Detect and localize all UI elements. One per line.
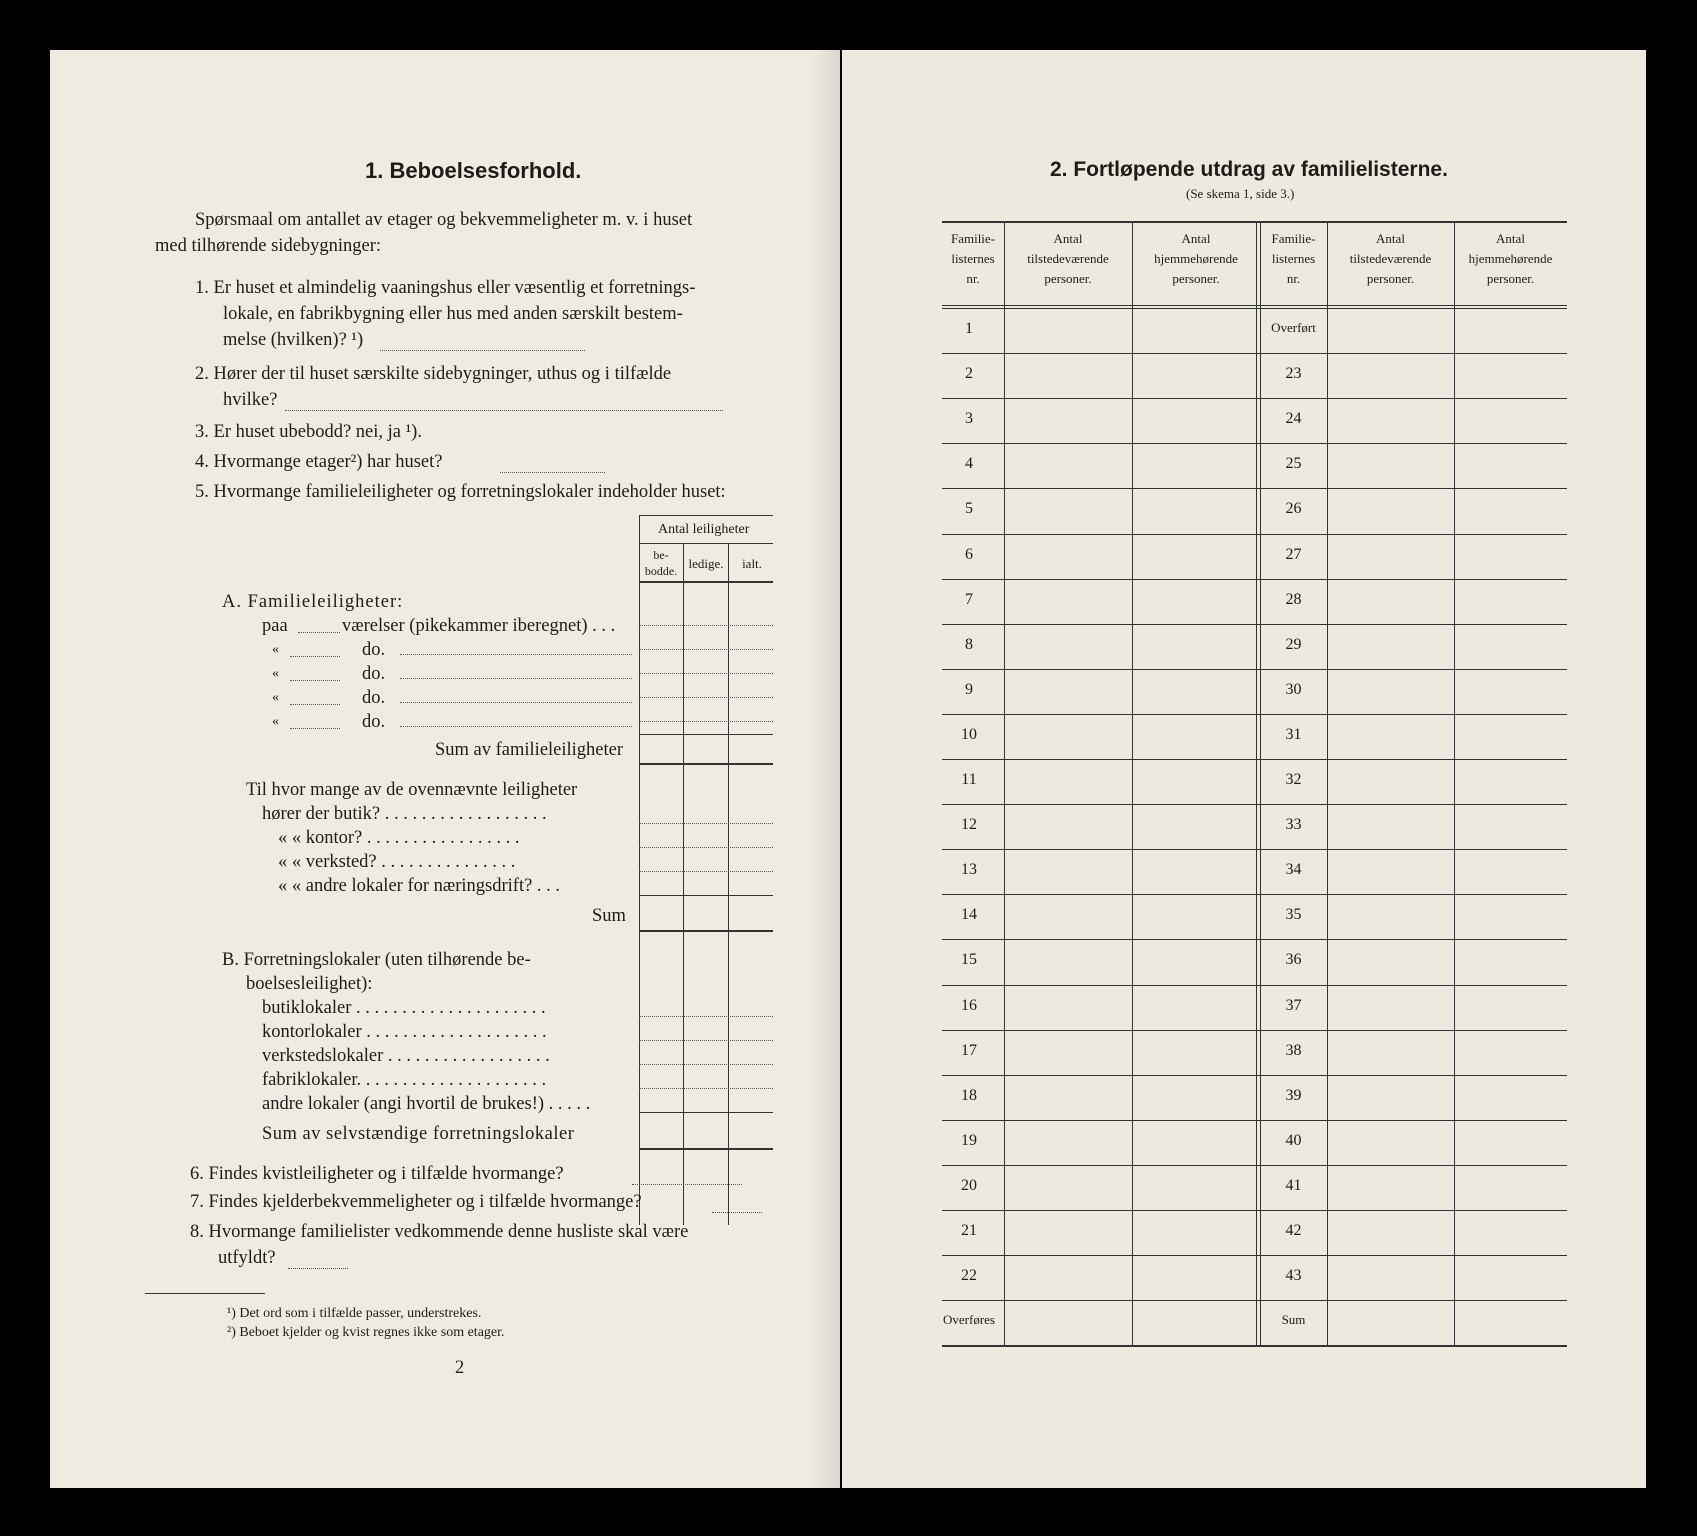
cell-rule	[639, 673, 773, 674]
list-number-right: 34	[1285, 861, 1302, 879]
ditto-do: do.	[362, 664, 386, 684]
a-row-paa: paa	[262, 616, 288, 636]
ditto-mark: «	[272, 642, 279, 657]
leader-dots	[400, 726, 632, 727]
intro-line-2: med tilhørende sidebygninger:	[155, 236, 382, 256]
row-rule	[942, 759, 1567, 760]
list-number-left: 11	[961, 771, 977, 788]
list-number-left: 8	[965, 635, 973, 653]
section-title-1: 1. Beboelsesforhold.	[365, 158, 582, 183]
shop-question-4: « « verksted? . . . . . . . . . . . . . . .	[278, 852, 516, 872]
section-b-line-2: boelsesleilighet):	[246, 974, 373, 994]
answer-line-2	[285, 410, 723, 411]
ditto-do: do.	[362, 640, 386, 660]
row-rule	[942, 1030, 1567, 1031]
left-page	[50, 50, 840, 1488]
header-rule	[942, 308, 1567, 309]
column-double-line	[1256, 221, 1257, 1345]
list-number-left: 7	[965, 590, 973, 608]
row-rule	[942, 1345, 1567, 1347]
b-row: verkstedslokaler . . . . . . . . . . . . . . . . . .	[262, 1046, 550, 1066]
b-sum: Sum av selvstændige forretningslokaler	[262, 1124, 575, 1144]
list-number-left: 22	[961, 1267, 977, 1285]
list-number-left: 17	[961, 1041, 977, 1059]
column-header: Antal tilstedeværende personer.	[1349, 231, 1432, 287]
a-row-blank	[298, 632, 340, 633]
list-number-left: 1	[965, 320, 973, 337]
col-bebodde: be- bodde.	[644, 548, 678, 578]
ditto-do: do.	[362, 712, 386, 732]
cell-rule	[639, 1016, 773, 1017]
ditto-mark: «	[272, 714, 279, 729]
list-number-right: 29	[1285, 635, 1302, 653]
row-rule	[942, 353, 1567, 354]
answer-line-7	[712, 1212, 762, 1213]
list-number-right: Sum	[1281, 1312, 1306, 1328]
question-8-line-2: utfyldt?	[218, 1248, 276, 1268]
leader-dots	[400, 654, 632, 655]
list-number-left: 4	[965, 455, 973, 473]
list-number-right: 23	[1285, 365, 1302, 383]
answer-line-8	[288, 1268, 348, 1269]
column-line	[1004, 221, 1005, 1345]
row-rule	[942, 534, 1567, 535]
list-number-left: 21	[961, 1222, 977, 1239]
page-gutter-shade	[810, 50, 840, 1488]
row-rule	[942, 669, 1567, 670]
list-number-right: 33	[1285, 816, 1302, 834]
shop-question-1: Til hvor mange av de ovennævnte leiligheter	[246, 780, 578, 800]
list-number-left: 12	[961, 816, 977, 834]
column-line	[1454, 221, 1455, 1345]
a-row-text: værelser (pikekammer iberegnet) . . .	[342, 616, 616, 636]
question-2-line-2: hvilke?	[223, 390, 278, 410]
row-rule	[942, 1120, 1567, 1121]
b-row: andre lokaler (angi hvortil de brukes!) . . . . .	[262, 1094, 591, 1114]
intro-line-1: Spørsmaal om antallet av etager og bekvemmeligheter m. v. i huset	[195, 210, 693, 230]
list-number-right: 35	[1285, 906, 1302, 924]
row-rule	[942, 443, 1567, 444]
cell-rule	[639, 1064, 773, 1065]
list-number-right: 41	[1285, 1176, 1302, 1194]
list-number-right: 42	[1285, 1222, 1302, 1239]
question-1-line-3: melse (hvilken)? ¹)	[223, 330, 364, 350]
shop-question-3: « « kontor? . . . . . . . . . . . . . . . . .	[278, 828, 520, 848]
list-number-right: 28	[1285, 590, 1302, 608]
list-number-left: 13	[961, 861, 977, 879]
a-row-blank	[290, 680, 340, 681]
list-number-left: 18	[961, 1086, 977, 1104]
col-ledige: ledige.	[688, 556, 724, 571]
list-number-right: 30	[1285, 680, 1302, 698]
row-rule	[942, 939, 1567, 940]
row-rule	[942, 398, 1567, 399]
list-number-left: 3	[965, 410, 973, 428]
list-number-right: 24	[1285, 410, 1302, 428]
list-number-left: 9	[965, 680, 973, 698]
row-rule	[942, 579, 1567, 580]
leader-dots	[400, 702, 632, 703]
footnote-1: ¹) Det ord som i tilfælde passer, understrekes.	[227, 1306, 482, 1321]
cell-rule	[639, 734, 773, 735]
table-head: Antal leiligheter	[658, 522, 750, 537]
column-header: Familie- listernes nr.	[950, 231, 996, 287]
header-rule	[942, 305, 1567, 306]
row-rule	[942, 894, 1567, 895]
row-rule	[942, 1075, 1567, 1076]
row-rule	[942, 1255, 1567, 1256]
question-7: 7. Findes kjelderbekvemmeligheter og i tilfælde hvormange?	[190, 1192, 642, 1212]
question-4: 4. Hvormange etager²) har huset?	[195, 452, 443, 472]
list-number-right: 27	[1285, 545, 1302, 563]
leader-dots	[400, 678, 632, 679]
a-sum: Sum av familieleiligheter	[435, 740, 624, 760]
list-number-left: 15	[961, 951, 977, 969]
row-rule	[942, 804, 1567, 805]
section-a-heading: A. Familieleiligheter:	[222, 592, 404, 612]
question-2-line-1: 2. Hører der til huset særskilte sidebygninger, uthus og i tilfælde	[195, 364, 672, 384]
question-3: 3. Er huset ubebodd? nei, ja ¹).	[195, 422, 422, 442]
right-page	[842, 50, 1646, 1488]
list-number-right: 31	[1285, 725, 1302, 743]
question-6: 6. Findes kvistleiligheter og i tilfælde hvormange?	[190, 1164, 564, 1184]
list-number-right: 38	[1285, 1041, 1302, 1059]
list-number-right: 25	[1285, 455, 1302, 473]
cell-rule	[639, 1112, 773, 1113]
ditto-mark: «	[272, 666, 279, 681]
list-number-right: Overført	[1271, 320, 1316, 335]
a-row-blank	[290, 656, 340, 657]
ditto-mark: «	[272, 690, 279, 705]
column-header: Antal hjemmehørende personer.	[1468, 231, 1553, 287]
b-row: fabriklokaler. . . . . . . . . . . . . . . . . . . . .	[262, 1070, 547, 1090]
shop-question-5: « « andre lokaler for næringsdrift? . . .	[278, 876, 561, 896]
footnote-2: ²) Beboet kjelder og kvist regnes ikke som etager.	[227, 1325, 505, 1340]
column-line	[1132, 221, 1133, 1345]
cell-rule	[639, 871, 773, 872]
list-number-left: 14	[961, 906, 977, 924]
table-header-rule	[639, 581, 773, 583]
sum-rule	[639, 930, 773, 932]
answer-line-1	[380, 350, 585, 351]
list-number-right: 43	[1285, 1267, 1302, 1285]
a-row-blank	[290, 704, 340, 705]
row-rule	[942, 1210, 1567, 1211]
list-number-left: 10	[961, 725, 977, 743]
cell-rule	[639, 895, 773, 896]
row-rule	[942, 488, 1567, 489]
column-header: Antal hjemmehørende personer.	[1154, 231, 1238, 287]
list-number-right: 40	[1285, 1131, 1302, 1149]
col-ialt: ialt.	[742, 556, 762, 571]
table-vline-2	[683, 543, 684, 1225]
list-number-right: 32	[1285, 771, 1302, 788]
list-number-right: 36	[1285, 951, 1302, 969]
table-sub-rule	[639, 543, 773, 544]
answer-line-4	[500, 472, 605, 473]
footnote-rule	[145, 1293, 265, 1294]
cell-rule	[639, 697, 773, 698]
row-rule	[942, 624, 1567, 625]
section-subtitle: (Se skema 1, side 3.)	[1186, 186, 1295, 201]
shop-question-2: hører der butik? . . . . . . . . . . . . . . . . . .	[262, 804, 547, 824]
list-number-right: 37	[1285, 996, 1302, 1014]
section-title-2: 2. Fortløpende utdrag av familielisterne.	[1050, 158, 1448, 181]
question-1-line-1: 1. Er huset et almindelig vaaningshus eller væsentlig et forretnings-	[195, 278, 696, 298]
row-rule	[942, 1300, 1567, 1301]
b-row: butiklokaler . . . . . . . . . . . . . . . . . . . . .	[262, 998, 546, 1018]
list-number-left: 6	[965, 545, 973, 563]
b-row: kontorlokaler . . . . . . . . . . . . . . . . . . . .	[262, 1022, 547, 1042]
cell-rule	[639, 823, 773, 824]
cell-rule	[639, 1040, 773, 1041]
list-number-right: 26	[1285, 500, 1302, 518]
list-number-left: 5	[965, 500, 973, 518]
table-vline-3	[728, 543, 729, 1225]
ditto-do: do.	[362, 688, 386, 708]
question-1-line-2: lokale, en fabrikbygning eller hus med anden særskilt bestem-	[223, 304, 683, 324]
section-b-line-1: B. Forretningslokaler (uten tilhørende be-	[222, 950, 531, 970]
question-8-line-1: 8. Hvormange familielister vedkommende denne husliste skal være	[190, 1222, 689, 1242]
list-number-left: 16	[961, 996, 977, 1014]
table-vline-1	[639, 515, 640, 1225]
cell-rule	[639, 721, 773, 722]
list-number-left: 19	[961, 1131, 977, 1149]
cell-rule	[639, 847, 773, 848]
sum-rule	[639, 763, 773, 765]
answer-line-6	[632, 1184, 742, 1185]
column-header: Antal tilstedeværende personer.	[1027, 231, 1109, 287]
cell-rule	[639, 1088, 773, 1089]
page-number: 2	[455, 1358, 465, 1378]
a-row-blank	[290, 728, 340, 729]
row-rule	[942, 849, 1567, 850]
cell-rule	[639, 649, 773, 650]
list-number-left: Overføres	[943, 1312, 995, 1328]
row-rule	[942, 1165, 1567, 1166]
list-number-left: 2	[965, 365, 973, 383]
sum-rule	[639, 1148, 773, 1150]
shop-sum: Sum	[592, 906, 626, 926]
list-number-left: 20	[961, 1176, 977, 1194]
table-top-rule	[639, 515, 773, 516]
cell-rule	[639, 625, 773, 626]
row-rule	[942, 985, 1567, 986]
row-rule	[942, 714, 1567, 715]
column-line	[1327, 221, 1328, 1345]
table-top-rule	[942, 221, 1567, 223]
question-5: 5. Hvormange familieleiligheter og forretningslokaler indeholder huset:	[195, 482, 726, 502]
list-number-right: 39	[1285, 1086, 1302, 1104]
column-header: Familie- listernes nr.	[1271, 231, 1316, 287]
